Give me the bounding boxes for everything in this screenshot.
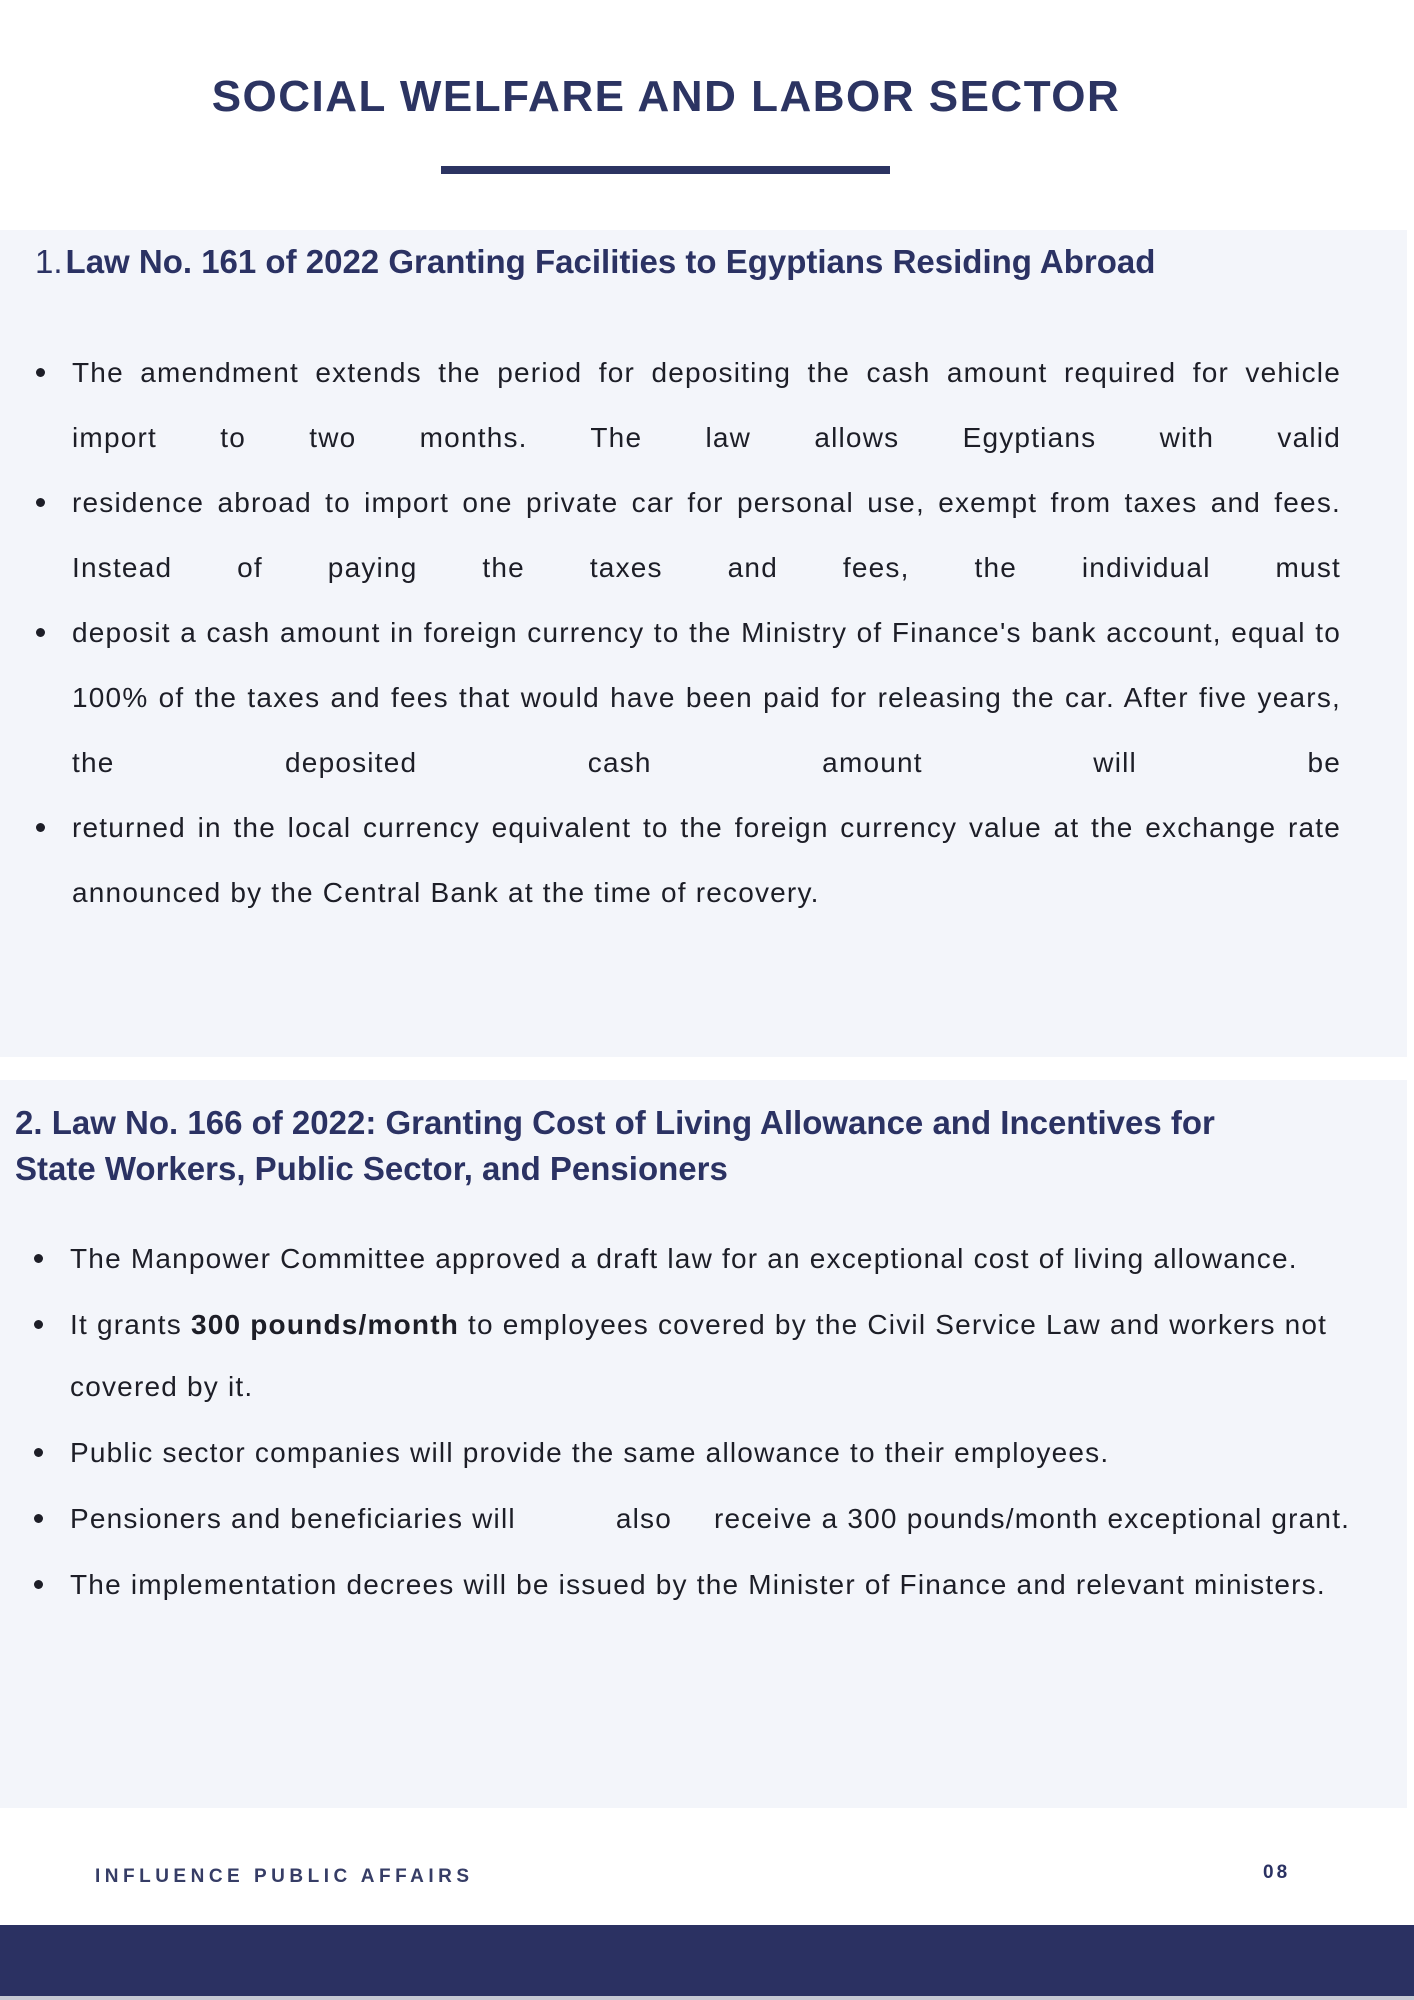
list-item xyxy=(72,470,1341,600)
list-item-text: to employees covered by the Civil Service Law and workers not covered by it. xyxy=(70,1309,1328,1402)
bottom-strip xyxy=(0,1996,1414,2000)
list-item-text: The implementation decrees will be issued by the Minister of Finance and relevant ministers. xyxy=(70,1569,1326,1600)
list-item-text: deposit a cash amount in foreign currency to the Ministry of Finance's bank account, equal to 100% of the taxes and fees that would have been paid for releasing the car. After five years, the deposited cash amount will be xyxy=(72,617,1341,778)
bullet-icon xyxy=(34,1254,43,1263)
section-2-heading-line1: 2. Law No. 166 of 2022: Granting Cost of Living Allowance and Incentives for xyxy=(15,1104,1215,1141)
list-item-text: The amendment extends the period for depositing the cash amount required for vehicle import to two months. The law allows Egyptians with valid xyxy=(72,357,1341,453)
list-item xyxy=(72,795,1341,925)
list-item xyxy=(70,1422,1367,1484)
list-item-text: The Manpower Committee approved a draft law for an exceptional cost of living allowance. xyxy=(70,1243,1298,1274)
footer-bar xyxy=(0,1925,1414,1996)
bullet-icon xyxy=(34,1320,43,1329)
list-item xyxy=(70,1228,1367,1290)
bullet-icon xyxy=(34,1580,43,1589)
list-item xyxy=(72,600,1341,795)
bullet-icon xyxy=(36,498,45,507)
list-item-text: also xyxy=(615,1503,672,1534)
title-underline xyxy=(441,166,890,174)
list-item-text: Public sector companies will provide the same allowance to their employees. xyxy=(70,1437,1110,1468)
section-1-heading-text: Law No. 161 of 2022 Granting Facilities to Egyptians Residing Abroad xyxy=(65,243,1156,280)
list-item xyxy=(70,1554,1367,1616)
section-1-heading xyxy=(35,240,1341,284)
section-2-heading-line2: State Workers, Public Sector, and Pensioners xyxy=(15,1150,728,1187)
section-law-166 xyxy=(0,1080,1407,1808)
section-law-161 xyxy=(0,230,1407,1057)
section-1-body xyxy=(72,340,1341,925)
footer-brand: INFLUENCE PUBLIC AFFAIRS xyxy=(95,1866,474,1887)
bullet-icon xyxy=(36,628,45,637)
list-item-text: receive a 300 pounds/month exceptional grant. xyxy=(714,1503,1351,1534)
list-item-text: Pensioners and beneficiaries will xyxy=(70,1503,516,1534)
list-item xyxy=(70,1488,1367,1550)
list-item-bold-text: 300 pounds/month xyxy=(190,1309,460,1340)
page-number: 08 xyxy=(1263,1862,1291,1883)
list-item xyxy=(70,1294,1367,1418)
list-item xyxy=(72,340,1341,470)
bullet-icon xyxy=(34,1448,43,1457)
list-item-text: It grants xyxy=(70,1309,191,1340)
list-item-text: returned in the local currency equivalent to the foreign currency value at the exchange rate announced by the Central Bank at the time of recovery. xyxy=(72,812,1341,908)
page-title: SOCIAL WELFARE AND LABOR SECTOR xyxy=(211,72,1121,121)
bullet-icon xyxy=(36,823,45,832)
bullet-icon xyxy=(36,368,45,377)
section-1-number: 1. xyxy=(35,243,63,280)
section-2-heading xyxy=(15,1100,1367,1192)
section-2-list xyxy=(15,1228,1367,1616)
list-item-text: residence abroad to import one private car for personal use, exempt from taxes and fees. Instead of paying the taxes and fees, the individual must xyxy=(72,487,1341,583)
bullet-icon xyxy=(34,1514,43,1523)
